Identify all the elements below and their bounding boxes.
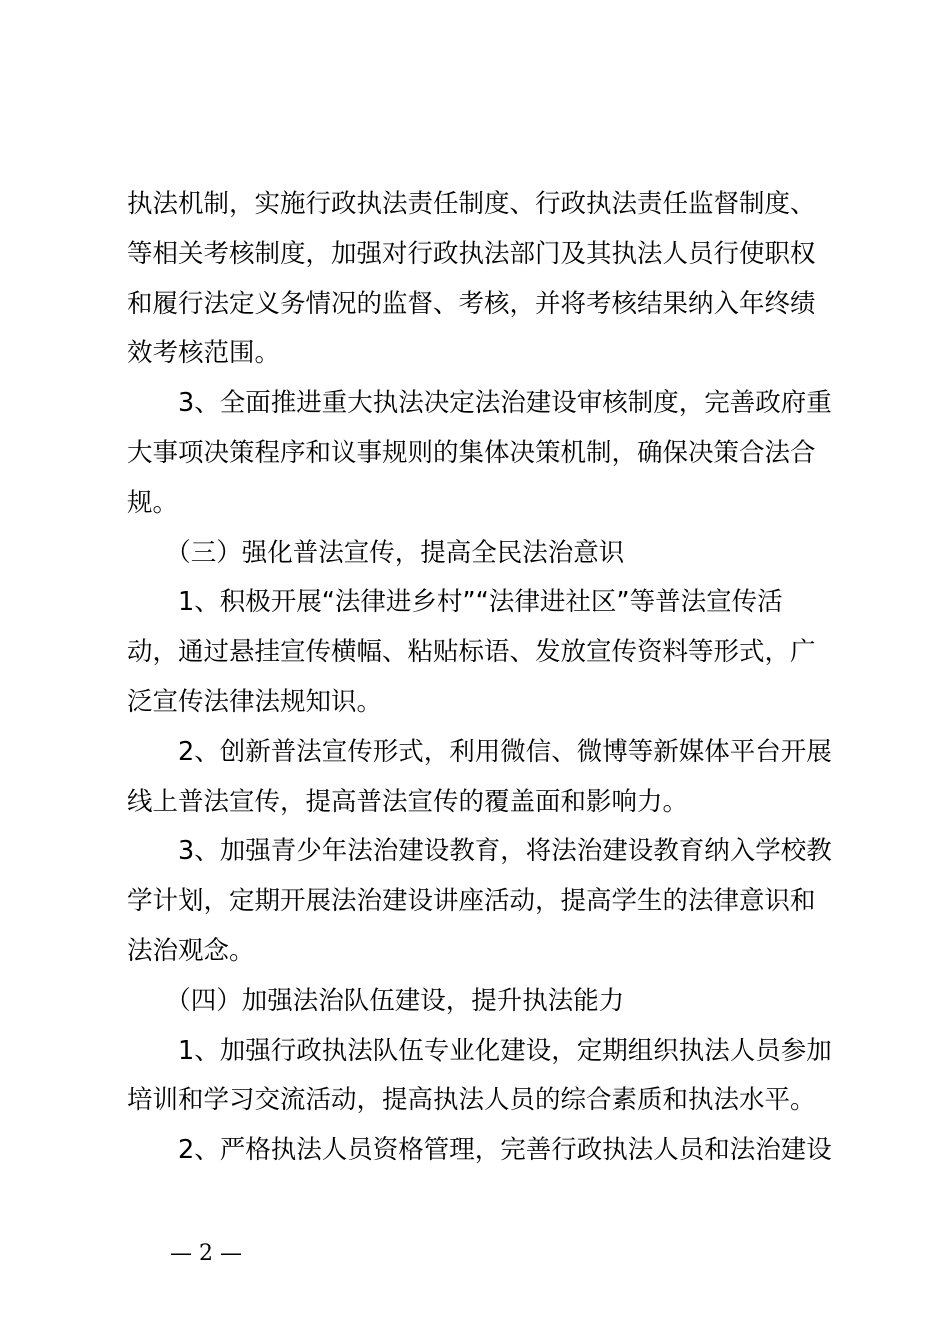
text-line: 和履行法定义务情况的监督、考核，并将考核结果纳入年终绩 [127, 288, 816, 319]
text-line: 泛宣传法律法规知识。 [127, 686, 383, 717]
text-line: 3、加强青少年法治建设教育，将法治建设教育纳入学校教 [127, 836, 832, 867]
text-line: 动，通过悬挂宣传横幅、粘贴标语、发放宣传资料等形式，广 [127, 637, 816, 668]
text-line: 等相关考核制度，加强对行政执法部门及其执法人员行使职权 [127, 238, 816, 269]
text-line: 3、全面推进重大执法决定法治建设审核制度，完善政府重 [127, 388, 832, 419]
text-line: 1、加强行政执法队伍专业化建设，定期组织执法人员参加 [127, 1035, 832, 1066]
text-line: 1、积极开展“法律进乡村”“法律进社区”等普法宣传活 [127, 587, 783, 618]
page-number: — 2 — [170, 1241, 242, 1266]
text-line: 线上普法宣传，提高普法宣传的覆盖面和影响力。 [127, 786, 689, 817]
text-line: 2、创新普法宣传形式，利用微信、微博等新媒体平台开展 [127, 736, 832, 767]
text-line: 执法机制，实施行政执法责任制度、行政执法责任监督制度、 [127, 189, 816, 219]
text-line: 效考核范围。 [127, 338, 281, 369]
text-line: 大事项决策程序和议事规则的集体决策机制，确保决策合法合 [127, 437, 816, 468]
text-line: 法治观念。 [127, 935, 255, 966]
text-line: 培训和学习交流活动，提高执法人员的综合素质和执法水平。 [127, 1085, 816, 1116]
text-line: 2、严格执法人员资格管理，完善行政执法人员和法治建设 [127, 1135, 832, 1166]
body-text [127, 180, 833, 1176]
section-heading: （四）加强法治队伍建设，提升执法能力 [127, 985, 625, 1016]
section-heading: （三）强化普法宣传，提高全民法治意识 [127, 537, 625, 568]
text-line: 规。 [127, 487, 179, 518]
text-line: 学计划，定期开展法治建设讲座活动，提高学生的法律意识和 [127, 886, 816, 917]
